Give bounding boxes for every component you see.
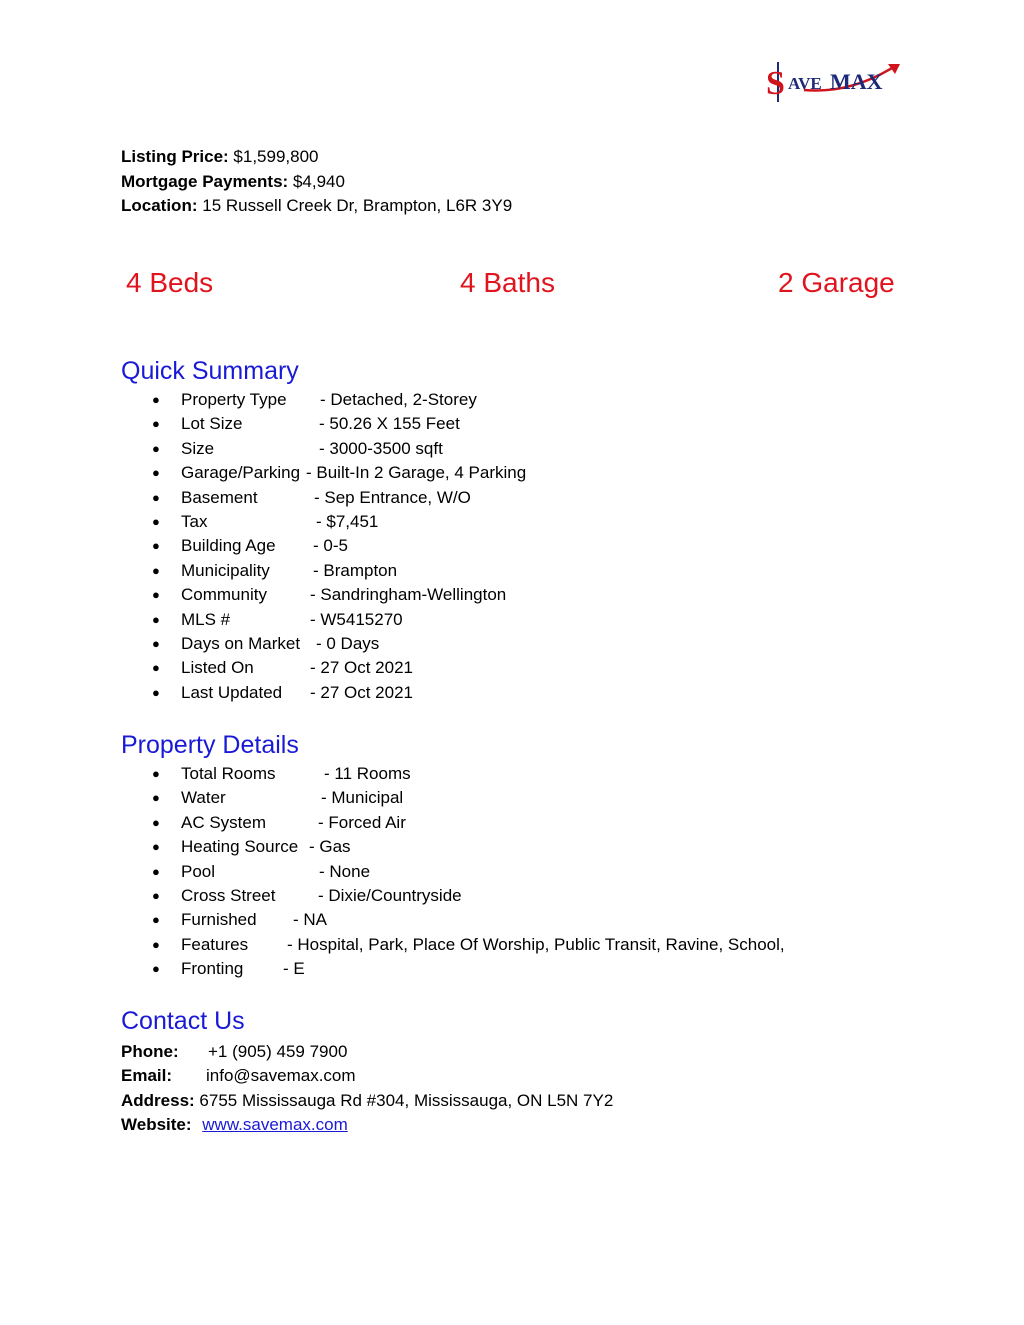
bullet-icon: ● [152, 912, 160, 928]
bullet-icon: ● [152, 660, 160, 676]
item-value: - Sandringham-Wellington [310, 585, 507, 605]
phone-label: Phone: [121, 1042, 179, 1061]
item-value: - 0-5 [313, 536, 348, 556]
logo-text-max: MAX [830, 69, 883, 94]
item-key: Property Type [181, 390, 287, 409]
bullet-icon: ● [152, 839, 160, 855]
bullet-icon: ● [152, 587, 160, 603]
bullet-icon: ● [152, 465, 160, 481]
baths-stat: 4 Baths [460, 267, 555, 298]
item-value: - 27 Oct 2021 [310, 682, 414, 702]
bullet-icon: ● [152, 562, 160, 578]
bullet-icon: ● [152, 790, 160, 806]
bullet-icon: ● [152, 440, 160, 456]
logo-letter-s: S [766, 65, 785, 102]
logo-text-ave: AVE [788, 74, 822, 93]
item-value: - Detached, 2-Storey [320, 390, 477, 409]
address-value: 6755 Mississauga Rd #304, Mississauga, ON L5N 7Y2 [199, 1090, 614, 1110]
bullet-icon: ● [152, 538, 160, 554]
listing-header [121, 145, 512, 219]
quick-summary-title: Quick Summary [121, 357, 299, 385]
save-max-logo-icon [764, 60, 904, 104]
item-key: Basement [181, 487, 258, 507]
item-value: - 3000-3500 sqft [319, 438, 443, 458]
item-value: - $7,451 [316, 511, 379, 531]
item-value: - Built-In 2 Garage, 4 Parking [306, 463, 527, 483]
property-details-title: Property Details [121, 731, 299, 759]
item-value: - Sep Entrance, W/O [314, 487, 471, 507]
bullet-icon: ● [152, 392, 160, 407]
address-label: Address: [121, 1090, 195, 1110]
item-key: Furnished [181, 910, 257, 930]
contact-block [121, 1040, 613, 1138]
location-value: 15 Russell Creek Dr, Brampton, L6R 3Y9 [202, 196, 513, 215]
item-key: Building Age [181, 536, 276, 556]
listing-price-value: $1,599,800 [233, 147, 319, 166]
item-key: Features [181, 934, 249, 954]
website-label: Website: [121, 1115, 192, 1135]
listing-price-row [121, 145, 512, 170]
item-value: - None [319, 861, 371, 881]
bullet-icon: ● [152, 814, 160, 830]
item-value: - 11 Rooms [324, 764, 411, 783]
location-row [121, 194, 512, 219]
contact-us-title: Contact Us [121, 1007, 245, 1035]
bullet-icon: ● [152, 489, 160, 505]
item-key: Last Updated [181, 682, 283, 702]
bullet-icon: ● [152, 611, 160, 627]
bullet-icon: ● [152, 887, 160, 903]
bullet-icon: ● [152, 635, 160, 651]
beds-stat: 4 Beds [126, 267, 214, 298]
phone-row [121, 1040, 613, 1064]
item-key: Heating Source [181, 837, 299, 857]
item-value: - Municipal [321, 788, 404, 808]
website-link[interactable]: www.savemax.com [202, 1115, 348, 1135]
item-key: Community [181, 585, 267, 605]
bullet-icon: ● [152, 961, 160, 977]
item-key: Tax [181, 511, 208, 531]
item-value: - 0 Days [316, 633, 380, 653]
item-key: Cross Street [181, 885, 276, 905]
mortgage-value: $4,940 [292, 171, 345, 191]
garage-stat: 2 Garage [778, 267, 895, 298]
location-label: Location: [121, 196, 198, 215]
item-key: Fronting [181, 959, 244, 979]
item-key: Total Rooms [181, 764, 276, 783]
email-label: Email: [121, 1066, 173, 1086]
email-value: info@savemax.com [206, 1066, 356, 1086]
bullet-icon: ● [152, 766, 160, 781]
item-key: AC System [181, 812, 267, 832]
item-key: Water [181, 788, 226, 808]
item-key: MLS # [181, 609, 231, 629]
mortgage-label: Mortgage Payments: [121, 171, 289, 191]
website-row [121, 1113, 613, 1137]
item-key: Size [181, 438, 215, 458]
item-key: Listed On [181, 658, 254, 678]
item-value: - W5415270 [310, 609, 403, 629]
bullet-icon: ● [152, 684, 160, 700]
item-key: Pool [181, 861, 216, 881]
item-value: - 50.26 X 155 Feet [319, 414, 460, 434]
bullet-icon: ● [152, 936, 160, 952]
item-value: - Forced Air [318, 812, 406, 832]
save-max-logo [764, 60, 904, 104]
item-value: - NA [293, 910, 327, 930]
item-value: - 27 Oct 2021 [310, 658, 414, 678]
bullet-icon: ● [152, 513, 160, 529]
listing-price-label: Listing Price: [121, 147, 229, 166]
mortgage-row [121, 170, 512, 195]
address-row [121, 1089, 613, 1113]
item-value: - Gas [309, 837, 351, 857]
item-value: - E [283, 959, 305, 979]
item-key: Days on Market [181, 633, 301, 653]
phone-value: +1 (905) 459 7900 [208, 1042, 348, 1061]
item-key: Lot Size [181, 414, 243, 434]
email-row [121, 1064, 613, 1088]
item-key: Garage/Parking [181, 463, 301, 483]
item-value: - Hospital, Park, Place Of Worship, Public Transit, Ravine, School, [287, 934, 785, 954]
item-key: Municipality [181, 560, 270, 580]
item-value: - Dixie/Countryside [318, 885, 462, 905]
bullet-icon: ● [152, 863, 160, 879]
bullet-icon: ● [152, 416, 160, 432]
item-value: - Brampton [313, 560, 398, 580]
